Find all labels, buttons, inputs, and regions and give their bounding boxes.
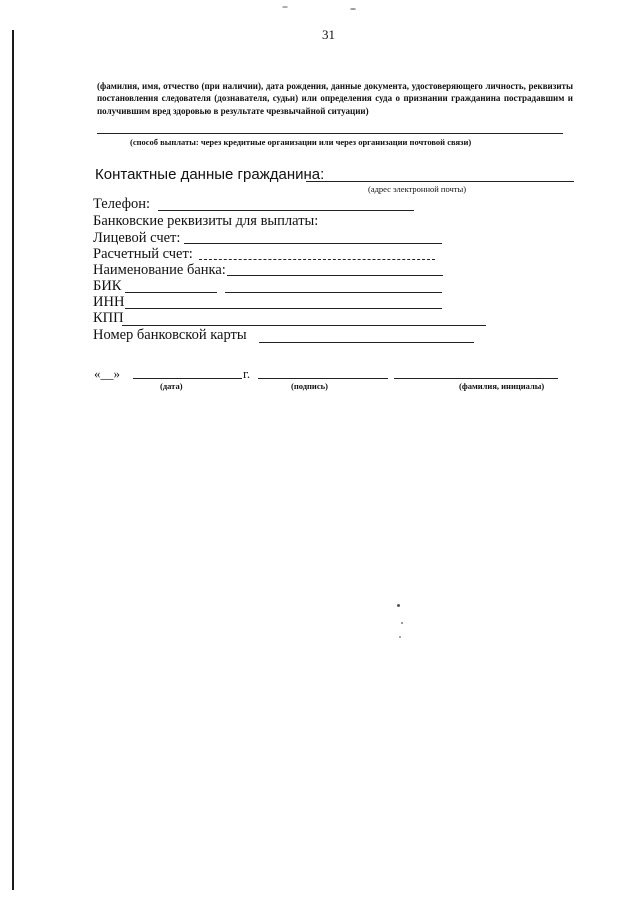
scan-speck (282, 6, 288, 8)
contact-label: Контактные данные гражданина: (95, 166, 325, 183)
signature-caption: (подпись) (291, 381, 328, 391)
applicant-info-note: (фамилия, имя, отчество (при наличии), дата рождения, данные документа, удостоверяющего личность, реквизиты постановления следователя (дознавателя, судьи) или определения суда о признании гражданина пострадавшим и получившим вред здоровью в результате чрезвычайной ситуации) (97, 81, 573, 116)
kpp-line (122, 325, 486, 326)
date-line (133, 378, 242, 379)
payment-method-caption: (способ выплаты: через кредитные организации или через организации почтовой связи) (130, 137, 472, 147)
bank-name-line (227, 275, 443, 276)
scan-speck (350, 8, 356, 10)
settlement-account-label: Расчетный счет: (93, 246, 193, 262)
signature-line (258, 378, 388, 379)
bank-name-label: Наименование банка: (93, 262, 226, 278)
name-caption: (фамилия, инициалы) (459, 381, 545, 391)
scan-speck (397, 604, 400, 607)
scan-speck (401, 622, 403, 624)
bik-label: БИК (93, 278, 122, 294)
phone-label: Телефон: (93, 196, 151, 212)
kpp-label: КПП (93, 310, 124, 326)
year-suffix: г. (243, 366, 251, 381)
email-line (306, 181, 574, 182)
bank-details-label: Банковские реквизиты для выплаты: (93, 213, 319, 229)
bik-line-2 (225, 292, 442, 293)
settlement-account-line (199, 259, 435, 260)
card-number-line (259, 342, 474, 343)
bik-line-1 (125, 292, 217, 293)
page-number: 31 (322, 27, 335, 42)
scan-edge (12, 30, 14, 890)
scan-speck (399, 636, 401, 638)
personal-account-line (184, 243, 442, 244)
date-prefix: «__» (94, 366, 120, 381)
phone-line (158, 210, 414, 211)
inn-label: ИНН (93, 294, 125, 310)
name-line (394, 378, 558, 379)
email-caption: (адрес электронной почты) (368, 184, 467, 194)
date-caption: (дата) (160, 381, 183, 391)
card-number-label: Номер банковской карты (93, 327, 247, 343)
personal-account-label: Лицевой счет: (93, 230, 181, 246)
inn-line (125, 308, 442, 309)
payment-method-line (97, 133, 563, 134)
